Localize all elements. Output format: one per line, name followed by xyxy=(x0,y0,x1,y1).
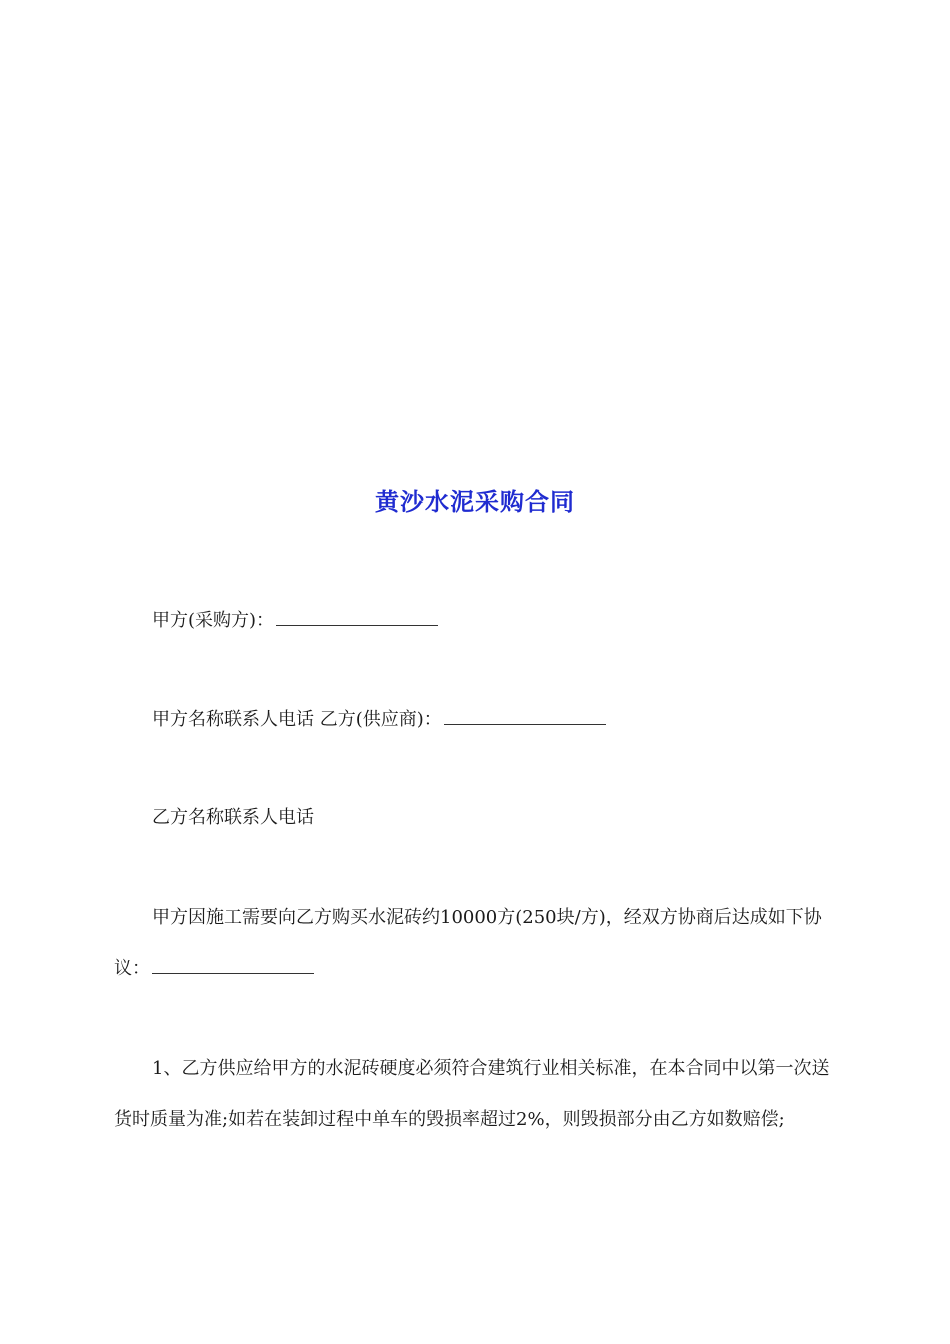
party-b-details: 乙方名称联系人电话 xyxy=(152,807,314,828)
party-b-details-line xyxy=(114,792,838,843)
party-a-details-line xyxy=(114,694,838,745)
party-b-label: 乙方(供应商)： xyxy=(319,709,442,730)
party-a-details: 甲方名称联系人电话 xyxy=(152,709,314,730)
intro-text: 甲方因施工需要向乙方购买水泥砖约10000方(250块/方)，经双方协商后达成如下协议： xyxy=(114,907,822,979)
party-a-label: 甲方(采购方)： xyxy=(152,610,275,631)
party-b-blank xyxy=(444,710,606,725)
document-title: 黄沙水泥采购合同 xyxy=(375,488,575,516)
party-a-line xyxy=(114,595,838,646)
clause-1-paragraph xyxy=(114,1043,838,1145)
clause-1-text: 1、乙方供应给甲方的水泥砖硬度必须符合建筑行业相关标准，在本合同中以第一次送货时质量为准;如若在装卸过程中单车的毁损率超过2%，则毁损部分由乙方如数赔偿; xyxy=(114,1058,830,1130)
intro-paragraph xyxy=(114,892,838,994)
party-a-blank xyxy=(276,611,438,626)
intro-blank xyxy=(152,959,314,974)
